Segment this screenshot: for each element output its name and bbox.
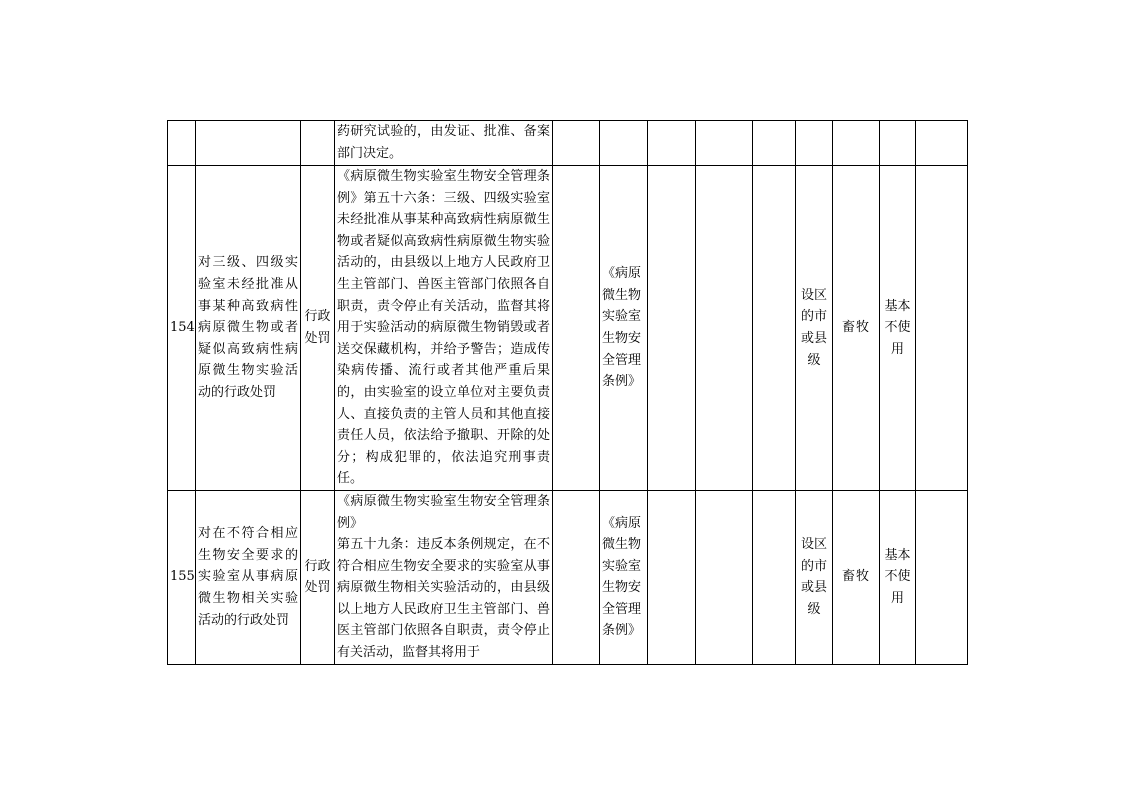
empty-cell [916, 166, 968, 491]
exercise-level [796, 121, 833, 166]
usage-frequency: 基本不使用 [880, 166, 916, 491]
empty-cell [648, 490, 696, 664]
empty-cell [648, 166, 696, 491]
empty-cell [916, 121, 968, 166]
item-type: 行政处罚 [301, 166, 335, 491]
empty-cell [553, 490, 600, 664]
usage-frequency: 基本不使用 [880, 490, 916, 664]
empty-cell [753, 490, 796, 664]
item-name: 对在不符合相应生物安全要求的实验室从事病原微生物相关实验活动的行政处罚 [196, 490, 301, 664]
legal-basis: 药研究试验的，由发证、批准、备案部门决定。 [335, 121, 553, 166]
law-name: 《病原微生物实验室生物安全管理条例》 [600, 166, 648, 491]
department: 畜牧 [833, 490, 880, 664]
empty-cell [696, 490, 753, 664]
department: 畜牧 [833, 166, 880, 491]
law-name [600, 121, 648, 166]
empty-cell [553, 121, 600, 166]
item-name: 对三级、四级实验室未经批准从事某种高致病性病原微生物或者疑似高致病性病原微生物实验活动的行政处罚 [196, 166, 301, 491]
row-number [168, 121, 196, 166]
row-number: 155 [168, 490, 196, 664]
empty-cell [753, 166, 796, 491]
legal-basis: 《病原微生物实验室生物安全管理条例》第五十六条：三级、四级实验室未经批准从事某种高致病性病原微生物或者疑似高致病性病原微生物实验活动的，由县级以上地方人民政府卫生主管部门、兽医主管部门依照各自职责，责令停止有关活动，监督其将用于实验活动的病原微生物销毁或者送交保藏机构，并给予警告；造成传染病传播、流行或者其他严重后果的，由实验室的设立单位对主要负责人、直接负责的主管人员和其他直接责任人员，依法给予撤职、开除的处分；构成犯罪的，依法追究刑事责任。 [335, 166, 553, 491]
item-type: 行政处罚 [301, 490, 335, 664]
empty-cell [753, 121, 796, 166]
usage-frequency [880, 121, 916, 166]
empty-cell [553, 166, 600, 491]
data-table [167, 120, 968, 665]
item-name [196, 121, 301, 166]
department [833, 121, 880, 166]
exercise-level: 设区的市或县级 [796, 166, 833, 491]
row-number: 154 [168, 166, 196, 491]
table-row [168, 166, 968, 491]
empty-cell [696, 166, 753, 491]
empty-cell [916, 490, 968, 664]
exercise-level: 设区的市或县级 [796, 490, 833, 664]
table-row [168, 490, 968, 664]
empty-cell [696, 121, 753, 166]
item-type [301, 121, 335, 166]
legal-basis: 《病原微生物实验室生物安全管理条例》 第五十九条：违反本条例规定，在不符合相应生物安全要求的实验室从事病原微生物相关实验活动的，由县级以上地方人民政府卫生主管部门、兽医主管部门依照各自职责，责令停止有关活动，监督其将用于 [335, 490, 553, 664]
table-row [168, 121, 968, 166]
empty-cell [648, 121, 696, 166]
law-name: 《病原微生物实验室生物安全管理条例》 [600, 490, 648, 664]
